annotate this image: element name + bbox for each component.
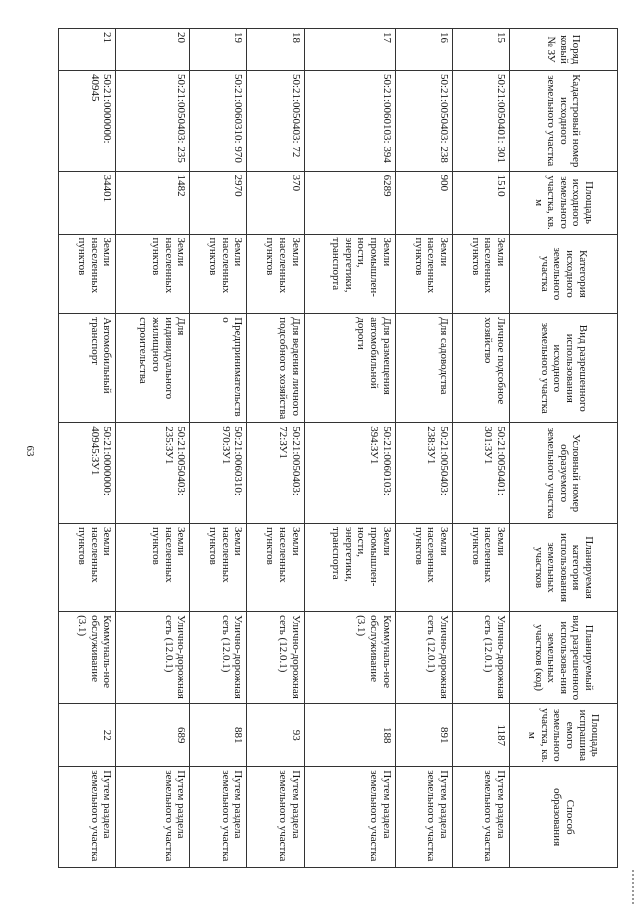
table-cell: 16 [395,29,452,71]
header-cell: Вид разрешенного использования исходного земельного участка [510,314,618,423]
table-cell: Улично-дорожная сеть (12.0.1) [395,612,452,704]
header-cell: Площадь исходного земельного участка, кв. м [510,171,618,234]
table-cell: 21 [59,29,116,71]
table-cell: 881 [190,704,247,767]
table-cell: 370 [247,171,304,234]
table-cell: Земли населенных пунктов [116,523,190,611]
table-cell: Путем раздела земельного участка [452,767,509,868]
table-cell: 50:21:0000000: 40945:ЗУ1 [59,423,116,524]
table-cell: Земли промышлен-ности, энергетики, транспорта [304,234,395,314]
table-cell: Земли промышлен-ности, энергетики, транспорта [304,523,395,611]
table-cell: Земли населенных пунктов [395,523,452,611]
table-cell: 50:21:0050403: 238 [395,70,452,171]
page-number: 63 [24,445,36,457]
header-cell: Способ образования [510,767,618,868]
table-cell: Для садоводства [395,314,452,423]
scan-artifact [632,870,634,905]
table-cell: Путем раздела земельного участка [116,767,190,868]
table-cell: 891 [395,704,452,767]
table-row [304,29,395,868]
table-row [116,29,190,868]
table-cell: 50:21:0050403: 235 [116,70,190,171]
table-cell: 50:21:0050403: 235:ЗУ1 [116,423,190,524]
table-cell: 50:21:0050401: 301:ЗУ1 [452,423,509,524]
table-row [395,29,452,868]
table-cell: Улично-дорожная сеть (12.0.1) [247,612,304,704]
table-cell: 50:21:0050401: 301 [452,70,509,171]
table-cell: 20 [116,29,190,71]
table-cell: 50:21:0060310: 970:ЗУ1 [190,423,247,524]
header-row [510,29,618,868]
parcels-table [58,28,618,868]
header-cell: Кадастровый номер исходного земельного участка [510,70,618,171]
table-cell: 1187 [452,704,509,767]
table-row [247,29,304,868]
table-cell: Автомобильный транспорт [59,314,116,423]
table-cell: Улично-дорожная сеть (12.0.1) [116,612,190,704]
table-cell: Улично-дорожная сеть (12.0.1) [452,612,509,704]
table-cell: 15 [452,29,509,71]
table-cell: Земли населенных пунктов [190,523,247,611]
table-cell: 50:21:0000000: 40945 [59,70,116,171]
table-cell: 17 [304,29,395,71]
table-cell: 50:21:0050403: 72 [247,70,304,171]
table-cell: Земли населенных пунктов [59,234,116,314]
table-cell: Личное подсобное хозяйство [452,314,509,423]
table-cell: Предпринимательство [190,314,247,423]
header-cell: Площадь испрашиваемого земельного участка, кв. м [510,704,618,767]
table-cell: Путем раздела земельного участка [190,767,247,868]
table-cell: Земли населенных пунктов [59,523,116,611]
table-cell: 1482 [116,171,190,234]
table-cell: Путем раздела земельного участка [395,767,452,868]
table-cell: 19 [190,29,247,71]
table-cell: 50:21:0060103: 394:ЗУ1 [304,423,395,524]
table-row [452,29,509,868]
header-cell: Условный номер образуемого земельного участка [510,423,618,524]
table-cell: Путем раздела земельного участка [59,767,116,868]
header-cell: Порядковый № ЗУ [510,29,618,71]
table-cell: 6289 [304,171,395,234]
table-cell: Земли населенных пунктов [452,523,509,611]
table-cell: Земли населенных пунктов [247,523,304,611]
table-cell: Для ведения личного подсобного хозяйства [247,314,304,423]
table-cell: 50:21:0060310: 970 [190,70,247,171]
table-cell: 900 [395,171,452,234]
table-cell: 50:21:0050403: 72:ЗУ1 [247,423,304,524]
header-cell: Планируемый вид разрешенного использова-ния земельных участков (код) [510,612,618,704]
table-cell: 188 [304,704,395,767]
table-cell: Земли населенных пунктов [395,234,452,314]
table-cell: Коммуналь-ное обслуживание (3.1) [59,612,116,704]
table-row [190,29,247,868]
table-cell: 93 [247,704,304,767]
table-cell: Путем раздела земельного участка [247,767,304,868]
header-cell: Категория исходного земельного участка [510,234,618,314]
table-cell: 689 [116,704,190,767]
table-cell: Улично-дорожная сеть (12.0.1) [190,612,247,704]
table-cell: Земли населенных пунктов [452,234,509,314]
table-cell: 34401 [59,171,116,234]
table-cell: 18 [247,29,304,71]
table-cell: Земли населенных пунктов [247,234,304,314]
table-cell: Путем раздела земельного участка [304,767,395,868]
table-row [59,29,116,868]
table-cell: 1510 [452,171,509,234]
rotated-table [58,28,618,868]
table-cell: Для индивидуального жилищного строительства [116,314,190,423]
table-cell: Для размещения автомобильной дороги [304,314,395,423]
table-cell: 22 [59,704,116,767]
table-cell: 50:21:0050403: 238:ЗУ1 [395,423,452,524]
table-cell: Коммуналь-ное обслуживание (3.1) [304,612,395,704]
table-cell: 2970 [190,171,247,234]
table-container [58,28,618,868]
header-cell: Планируемая категория использования земельных участков [510,523,618,611]
table-cell: Земли населенных пунктов [190,234,247,314]
table-cell: Земли населенных пунктов [116,234,190,314]
table-cell: 50:21:0060103: 394 [304,70,395,171]
